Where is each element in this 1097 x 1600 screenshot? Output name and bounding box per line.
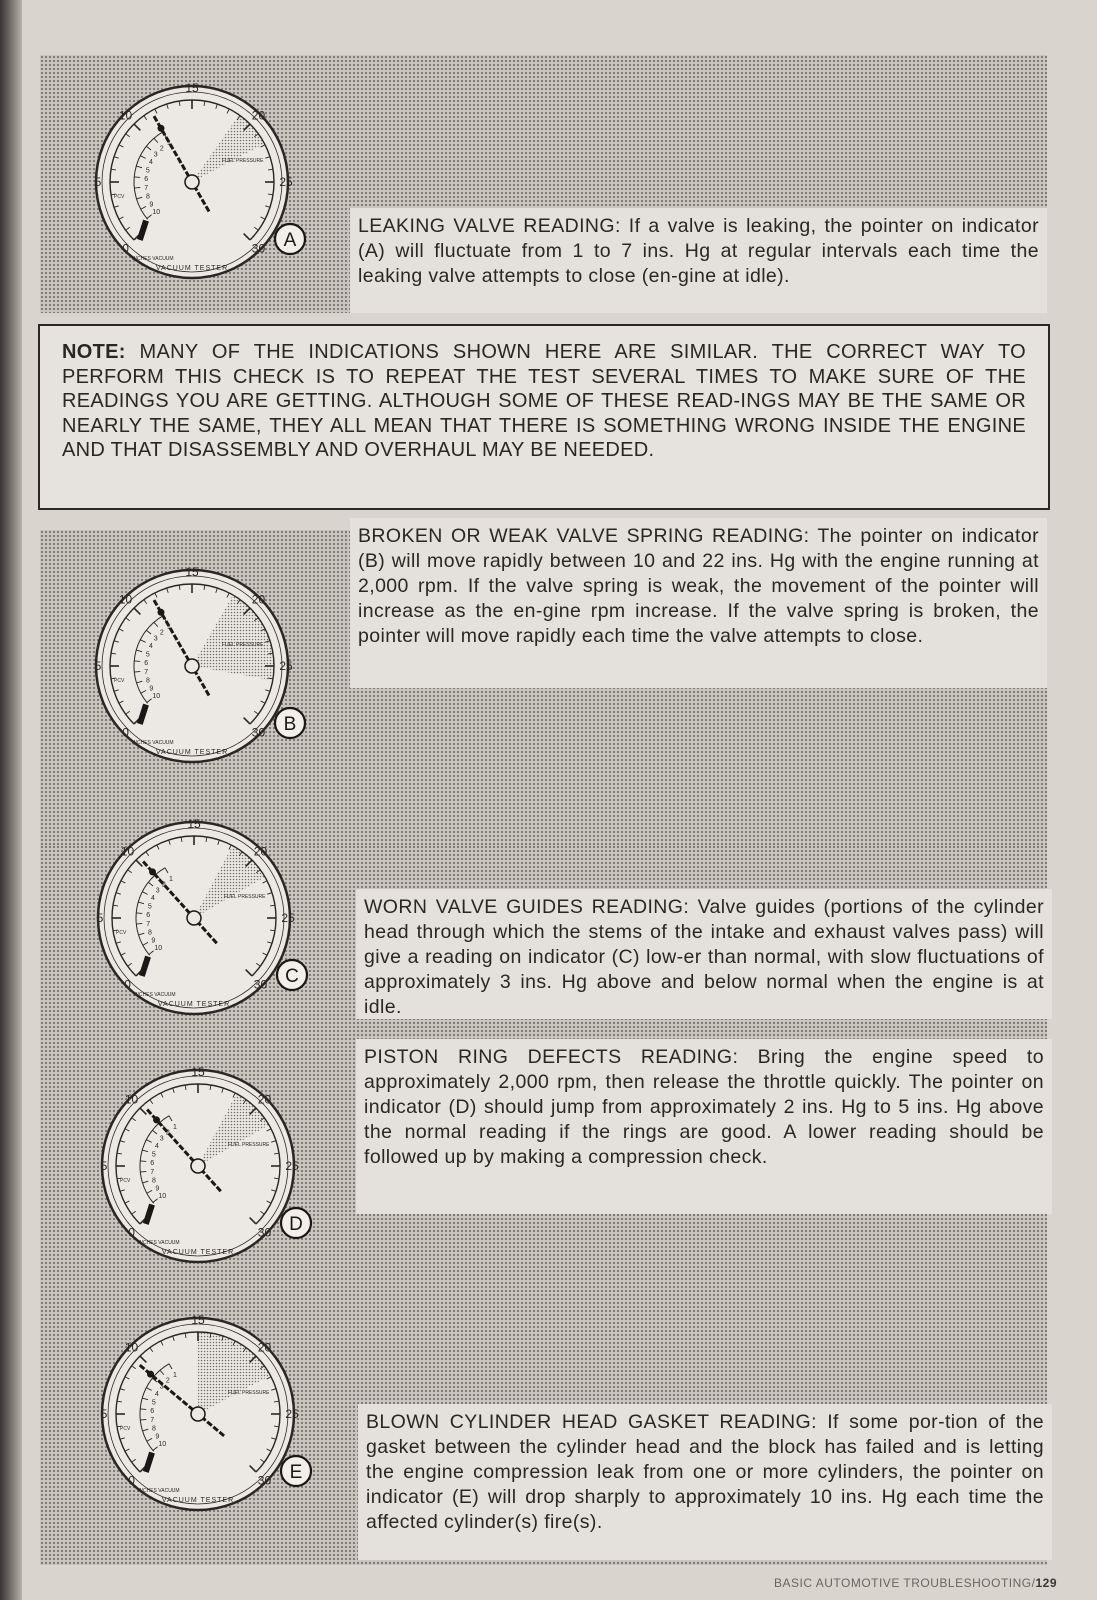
outer-scale-label: 20 (257, 1092, 272, 1107)
pcv-label: PCV (120, 1426, 131, 1432)
reading-c-label: WORN VALVE GUIDES READING: (364, 896, 690, 918)
needle-tip (153, 1116, 160, 1123)
page-number: 129 (1035, 1576, 1057, 1590)
inner-scale-label: 8 (148, 929, 152, 937)
inner-scale-tick (140, 1419, 146, 1420)
fuel-pressure-label: FUEL PRESSURE (222, 158, 264, 164)
vacuum-gauge-d (86, 1066, 316, 1266)
outer-scale-label: 25 (279, 659, 293, 673)
reading-a-body: If a valve is leaking, the pointer on indicator (A) will fluctuate from 1 to 7 ins. Hg at regular intervals each time the leaking valve attempts to close (en-gine at idle). (358, 215, 1040, 287)
inches-vacuum-label: INCHES VACUUM (132, 256, 174, 262)
inner-scale-label: 2 (159, 145, 164, 153)
page-binding-shadow (0, 0, 22, 1600)
vacuum-gauge-c (82, 818, 312, 1018)
outer-scale-label: 0 (122, 241, 129, 256)
outer-scale-label: 15 (191, 1314, 205, 1327)
inner-scale-label: 9 (151, 937, 156, 945)
outer-scale-label: 15 (191, 1066, 205, 1079)
inner-scale-label: 4 (155, 1391, 159, 1399)
reading-a-label: LEAKING VALVE READING: (358, 215, 621, 237)
inner-scale-tick (134, 671, 140, 672)
inner-scale-label: 2 (159, 629, 164, 637)
outer-scale-label: 15 (185, 82, 199, 95)
pcv-label: PCV (114, 194, 125, 200)
reading-c-text (356, 889, 1052, 1019)
reading-d-text (356, 1039, 1052, 1214)
outer-scale-label: 20 (251, 108, 266, 123)
reading-d-label: PISTON RING DEFECTS READING: (364, 1046, 739, 1068)
outer-scale-label: 5 (100, 1407, 108, 1421)
footer-title: BASIC AUTOMOTIVE TROUBLESHOOTING (774, 1576, 1032, 1590)
outer-scale-label: 30 (251, 241, 266, 256)
needle-hub (191, 1407, 205, 1421)
footer-separator: / (1031, 1576, 1036, 1590)
inner-scale-label: 8 (146, 677, 150, 685)
inner-scale-label: 4 (149, 643, 153, 651)
inner-scale-label: 7 (144, 668, 149, 676)
outer-scale-label: 25 (285, 1159, 299, 1173)
inner-scale-label: 7 (150, 1416, 155, 1424)
inner-scale-label: 3 (159, 1383, 164, 1391)
outer-scale-label: 30 (253, 977, 268, 992)
fuel-pressure-label: FUEL PRESSURE (224, 894, 266, 900)
inner-scale-label: 4 (155, 1143, 159, 1151)
vacuum-tester-label: VACUUM TESTER (155, 265, 229, 272)
inner-scale-label: 2 (165, 1377, 170, 1385)
inner-scale-label: 5 (145, 167, 150, 175)
inner-scale-label: 10 (152, 692, 161, 700)
note-box (38, 324, 1050, 510)
inner-scale-label: 5 (151, 1151, 156, 1159)
inner-scale-label: 5 (151, 1399, 156, 1407)
needle-tip (158, 609, 165, 616)
inner-scale-label: 10 (152, 208, 161, 216)
inner-scale-label: 1 (167, 140, 171, 148)
outer-scale-label: 10 (124, 1340, 139, 1355)
outer-scale-label: 10 (124, 1092, 139, 1107)
inner-scale-label: 5 (147, 903, 152, 911)
inner-scale-label: 6 (144, 659, 149, 667)
inner-scale-tick (140, 1409, 146, 1410)
needle-hub (191, 1159, 205, 1173)
inner-scale-label: 8 (152, 1425, 156, 1433)
outer-scale-label: 30 (257, 1473, 272, 1488)
inner-scale-tick (140, 1171, 146, 1172)
inner-scale-label: 1 (173, 1372, 177, 1380)
pcv-label: PCV (116, 930, 127, 936)
inner-scale-tick (134, 187, 140, 188)
needle-hub (185, 659, 199, 673)
reading-c-body: Valve guides (portions of the cylinder head through which the stems of the intake and exhaust valves pass) will give a reading on indicator (C) low-er than normal, with slow fluctuations of approximately 3 ins. Hg above and below normal when the engine is at idle. (364, 896, 1044, 1018)
outer-scale-label: 15 (185, 566, 199, 579)
inner-scale-tick (140, 1161, 146, 1162)
inner-scale-label: 3 (153, 635, 158, 643)
fuel-pressure-label: FUEL PRESSURE (222, 642, 264, 648)
fuel-pressure-label: FUEL PRESSURE (228, 1142, 270, 1148)
inner-scale-label: 9 (149, 685, 154, 693)
reading-e-body: If some por-tion of the gasket between the cylinder head and the block has failed and is letting the engine compression leak from one or more cylinders, the pointer on indicator (E) will drop sharply to approximately 10 ins. Hg each time the affected cylinder(s) fire(s). (366, 1411, 1044, 1533)
inner-scale-label: 6 (150, 1407, 155, 1415)
vacuum-gauge-a (80, 82, 310, 282)
page-footer (774, 1576, 1057, 1590)
inner-scale-label: 3 (159, 1135, 164, 1143)
outer-scale-label: 5 (100, 1159, 108, 1173)
outer-scale-label: 5 (94, 659, 102, 673)
outer-scale-label: 0 (128, 1473, 135, 1488)
outer-scale-label: 20 (251, 592, 266, 607)
fuel-pressure-label: FUEL PRESSURE (228, 1390, 270, 1396)
inner-scale-label: 7 (144, 184, 149, 192)
reading-b-label: BROKEN OR WEAK VALVE SPRING READING: (358, 525, 810, 547)
pcv-label: PCV (120, 1178, 131, 1184)
outer-scale-label: 10 (118, 108, 133, 123)
inches-vacuum-label: INCHES VACUUM (138, 1240, 180, 1246)
outer-scale-label: 5 (94, 175, 102, 189)
inner-scale-label: 6 (144, 175, 149, 183)
inches-vacuum-label: INCHES VACUUM (132, 740, 174, 746)
vacuum-tester-label: VACUUM TESTER (157, 1001, 231, 1008)
inner-scale-tick (134, 661, 140, 662)
inner-scale-label: 7 (150, 1168, 155, 1176)
reading-b-body: The pointer on indicator (B) will move rapidly between 10 and 22 ins. Hg with the engine running at 2,000 rpm. If the valve spring is weak, the movement of the pointer will increase as the en-gine rpm increase. If the valve spring is broken, the pointer will move rapidly each time the valve attempts to close. (358, 525, 1039, 647)
inches-vacuum-label: INCHES VACUUM (138, 1488, 180, 1494)
inner-scale-tick (136, 923, 142, 924)
outer-scale-label: 25 (281, 911, 295, 925)
inner-scale-label: 9 (155, 1433, 160, 1441)
reading-a-text (350, 208, 1047, 313)
outer-scale-label: 10 (118, 592, 133, 607)
outer-scale-label: 5 (96, 911, 104, 925)
inner-scale-label: 10 (158, 1192, 167, 1200)
needle-hub (187, 911, 201, 925)
outer-scale-label: 0 (124, 977, 131, 992)
indicator-letter: C (285, 966, 299, 987)
outer-scale-label: 0 (128, 1225, 135, 1240)
vacuum-gauge-e (86, 1314, 316, 1514)
indicator-letter: A (283, 230, 297, 251)
outer-scale-label: 20 (257, 1340, 272, 1355)
inner-scale-label: 10 (158, 1440, 167, 1448)
inner-scale-label: 2 (165, 1129, 170, 1137)
inner-scale-label: 1 (169, 876, 173, 884)
inner-scale-label: 8 (146, 193, 150, 201)
inner-scale-label: 2 (161, 881, 166, 889)
reading-d-body: Bring the engine speed to approximately 2,000 rpm, then release the throttle quickly. The pointer on indicator (D) should jump from approximately 2 ins. Hg to 5 ins. Hg above the normal reading if the rings are good. A lower reading should be followed up by making a compression check. (364, 1046, 1044, 1168)
indicator-letter: E (289, 1462, 303, 1483)
inner-scale-label: 6 (150, 1159, 155, 1167)
note-label: NOTE: (62, 341, 126, 363)
inner-scale-label: 1 (173, 1124, 177, 1132)
reading-e-text (358, 1404, 1052, 1560)
pcv-label: PCV (114, 678, 125, 684)
inner-scale-label: 1 (167, 624, 171, 632)
outer-scale-label: 25 (285, 1407, 299, 1421)
note-text: MANY OF THE INDICATIONS SHOWN HERE ARE SIMILAR. THE CORRECT WAY TO PERFORM THIS CHECK IS TO REPEAT THE TEST SEVERAL TIMES TO MAKE SURE OF THE READINGS YOU ARE GETTING. ALTHOUGH SOME OF THESE READ-INGS MAY BE THE SAME OR NEARLY THE SAME, THEY ALL MEAN THAT THERE IS SOMETHING WRONG INSIDE THE ENGINE AND THAT DISASSEMBLY AND OVERHAUL MAY BE NEEDED. (62, 341, 1026, 461)
outer-scale-label: 0 (122, 725, 129, 740)
inner-scale-label: 6 (146, 911, 151, 919)
inner-scale-label: 3 (153, 151, 158, 159)
needle-tip (149, 868, 156, 875)
outer-scale-label: 20 (253, 844, 268, 859)
outer-scale-label: 15 (187, 818, 201, 831)
vacuum-gauge-b (80, 566, 310, 766)
reading-e-label: BLOWN CYLINDER HEAD GASKET READING: (366, 1411, 817, 1433)
needle-tip (158, 125, 165, 132)
needle-tip (147, 1371, 154, 1378)
inner-scale-label: 4 (149, 159, 153, 167)
indicator-letter: B (283, 714, 297, 735)
indicator-letter: D (289, 1214, 303, 1235)
inner-scale-label: 8 (152, 1177, 156, 1185)
inner-scale-label: 5 (145, 651, 150, 659)
vacuum-tester-label: VACUUM TESTER (161, 1249, 235, 1256)
outer-scale-label: 30 (257, 1225, 272, 1240)
inner-scale-label: 7 (146, 920, 151, 928)
inner-scale-tick (136, 913, 142, 914)
inner-scale-tick (134, 177, 140, 178)
outer-scale-label: 30 (251, 725, 266, 740)
vacuum-tester-label: VACUUM TESTER (155, 749, 229, 756)
outer-scale-label: 10 (120, 844, 135, 859)
inner-scale-label: 9 (155, 1185, 160, 1193)
inner-scale-label: 10 (154, 944, 163, 952)
vacuum-tester-label: VACUUM TESTER (161, 1497, 235, 1504)
outer-scale-label: 25 (279, 175, 293, 189)
reading-b-text (350, 518, 1047, 688)
inches-vacuum-label: INCHES VACUUM (134, 992, 176, 998)
inner-scale-label: 3 (155, 887, 160, 895)
needle-hub (185, 175, 199, 189)
inner-scale-label: 4 (151, 895, 155, 903)
inner-scale-label: 9 (149, 201, 154, 209)
